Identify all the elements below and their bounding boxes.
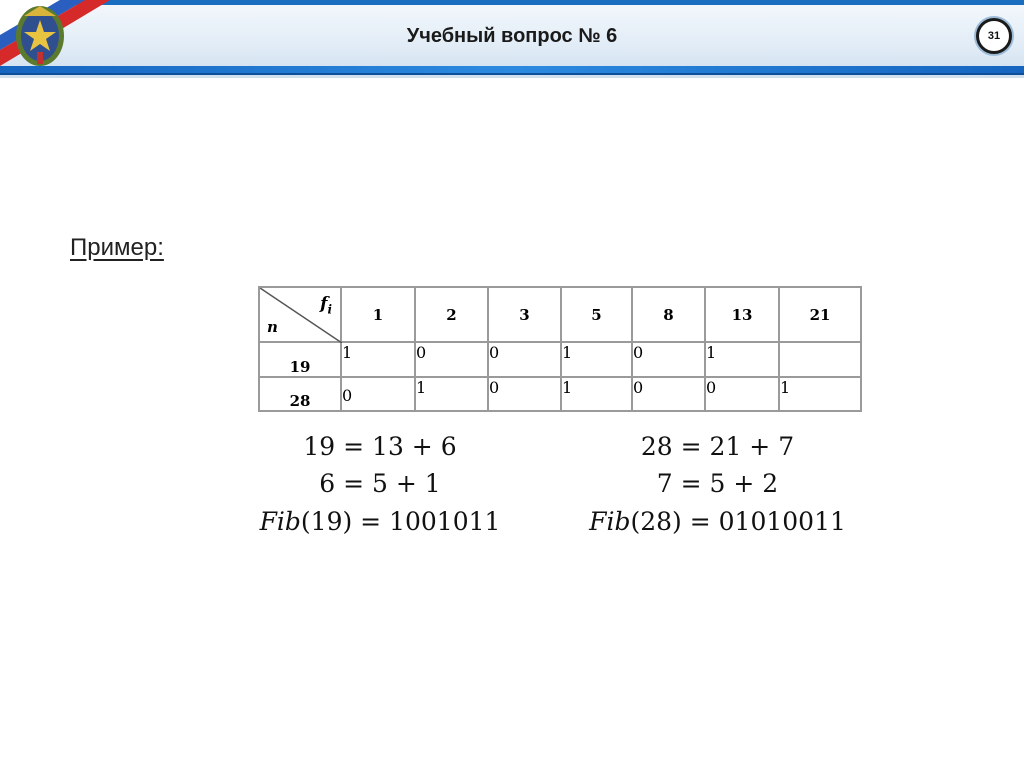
table-cell: 0: [632, 342, 705, 377]
table-cell: 1: [561, 377, 632, 411]
table-cell: 0: [488, 342, 561, 377]
column-header: 13: [705, 287, 779, 342]
left-equation-3: [240, 507, 520, 536]
left-equation-1: 19 = 13 + 6: [303, 432, 457, 461]
right-equation-2: 7 = 5 + 2: [656, 469, 779, 498]
table-corner-cell: [259, 287, 341, 342]
table-cell: 0: [488, 377, 561, 411]
slide-header: [0, 0, 1024, 78]
left-equation-2: 6 = 5 + 1: [319, 469, 441, 498]
table-cell: [779, 342, 861, 377]
table-cell: 0: [341, 377, 415, 411]
table-cell: 1: [779, 377, 861, 411]
table-cell: 0: [632, 377, 705, 411]
row-label: 19: [259, 342, 341, 377]
fib-function-name: Fib: [589, 507, 631, 536]
header-bottom-line: [0, 73, 1024, 75]
header-bottom-stripe: [0, 66, 1024, 73]
table-cell: 1: [415, 377, 488, 411]
table-header-row: [259, 287, 861, 342]
table-row: [259, 377, 861, 411]
table-cell: 0: [415, 342, 488, 377]
header-top-stripe: [0, 0, 1024, 5]
fib-result: (28) = 01010011: [630, 507, 846, 536]
example-label: Пример:: [70, 234, 164, 261]
fib-result: (19) = 1001011: [300, 507, 501, 536]
column-header: 21: [779, 287, 861, 342]
fibonacci-table: [258, 286, 862, 412]
n-label: n: [267, 318, 278, 336]
fi-label: $f_i$: [320, 294, 332, 317]
table-cell: 1: [705, 342, 779, 377]
right-equation-3: [570, 507, 865, 536]
fib-function-name: Fib: [259, 507, 301, 536]
column-header: 5: [561, 287, 632, 342]
column-header: 2: [415, 287, 488, 342]
row-label: 28: [259, 377, 341, 411]
table-cell: 1: [561, 342, 632, 377]
table-row: [259, 342, 861, 377]
column-header: 1: [341, 287, 415, 342]
column-header: 3: [488, 287, 561, 342]
column-header: 8: [632, 287, 705, 342]
page-number-badge: 31: [976, 18, 1012, 54]
slide-title: Учебный вопрос № 6: [406, 25, 618, 47]
table-cell: 1: [341, 342, 415, 377]
table-cell: 0: [705, 377, 779, 411]
right-equation-1: 28 = 21 + 7: [640, 432, 795, 461]
